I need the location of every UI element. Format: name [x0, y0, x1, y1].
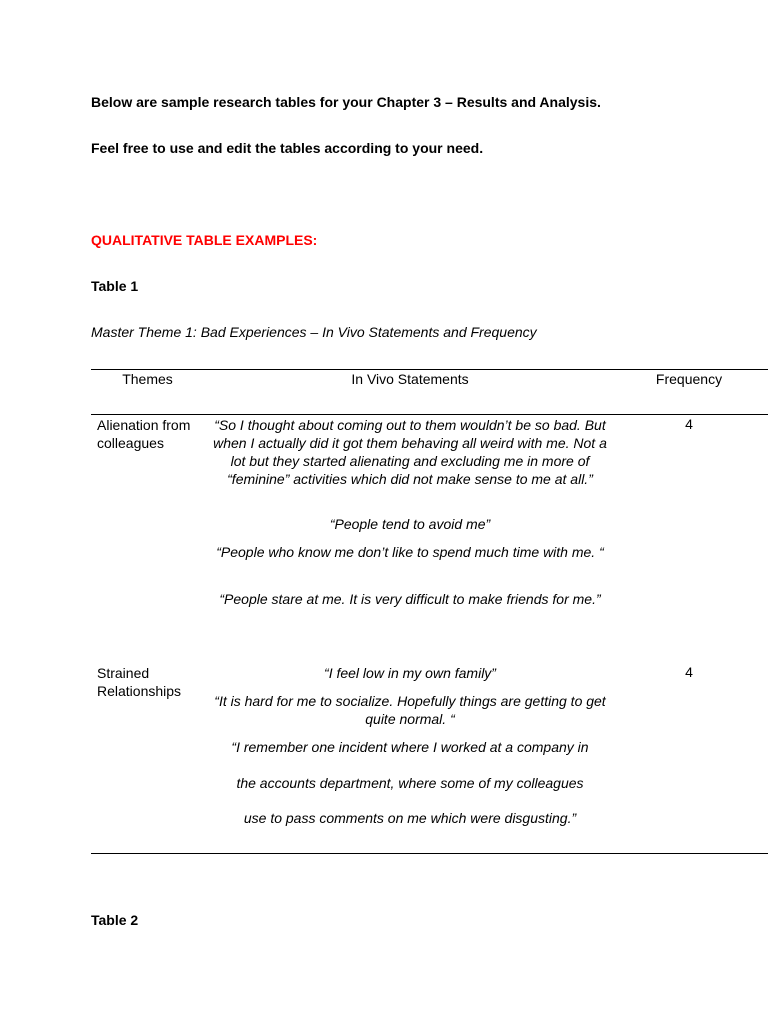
section-heading: QUALITATIVE TABLE EXAMPLES: — [91, 232, 318, 248]
row-statement: “It is hard for me to socialize. Hopefully things are getting to get quite normal. “ — [214, 693, 606, 727]
header-frequency: Frequency — [655, 371, 723, 387]
row-statement: the accounts department, where some of my colleagues — [236, 775, 584, 791]
row-theme: Strained Relationships — [97, 665, 182, 699]
row-statement: “I feel low in my own family” — [324, 665, 496, 681]
row-theme: Alienation from colleagues — [97, 417, 191, 451]
row-statement: “So I thought about coming out to them wouldn’t be so bad. But when I actually did it got them behaving all weird with me. Not a lot but they started alienating and excluding me in more of “feminine” activities which did not make sense to me at all.” — [213, 417, 607, 487]
header-statements: In Vivo Statements — [351, 371, 469, 387]
row-statement: “People stare at me. It is very difficult to make friends for me.” — [219, 591, 601, 607]
table1-caption: Master Theme 1: Bad Experiences – In Vivo Statements and Frequency — [91, 324, 537, 340]
table2-label: Table 2 — [91, 912, 139, 928]
intro-line-1: Below are sample research tables for your Chapter 3 – Results and Analysis. — [91, 94, 601, 110]
table-header-rule — [91, 414, 768, 415]
row-frequency: 4 — [685, 416, 693, 432]
table-top-rule — [91, 369, 768, 370]
table-bottom-rule — [91, 853, 768, 854]
intro-line-2: Feel free to use and edit the tables according to your need. — [91, 140, 484, 156]
row-statement: “I remember one incident where I worked at a company in — [231, 739, 589, 755]
row-frequency: 4 — [685, 664, 693, 680]
header-themes: Themes — [122, 371, 173, 387]
row-statement: use to pass comments on me which were disgusting.” — [243, 810, 577, 826]
row-statement: “People tend to avoid me” — [329, 516, 491, 532]
table1-label: Table 1 — [91, 278, 139, 294]
row-statement: “People who know me don’t like to spend much time with me. “ — [216, 544, 604, 560]
